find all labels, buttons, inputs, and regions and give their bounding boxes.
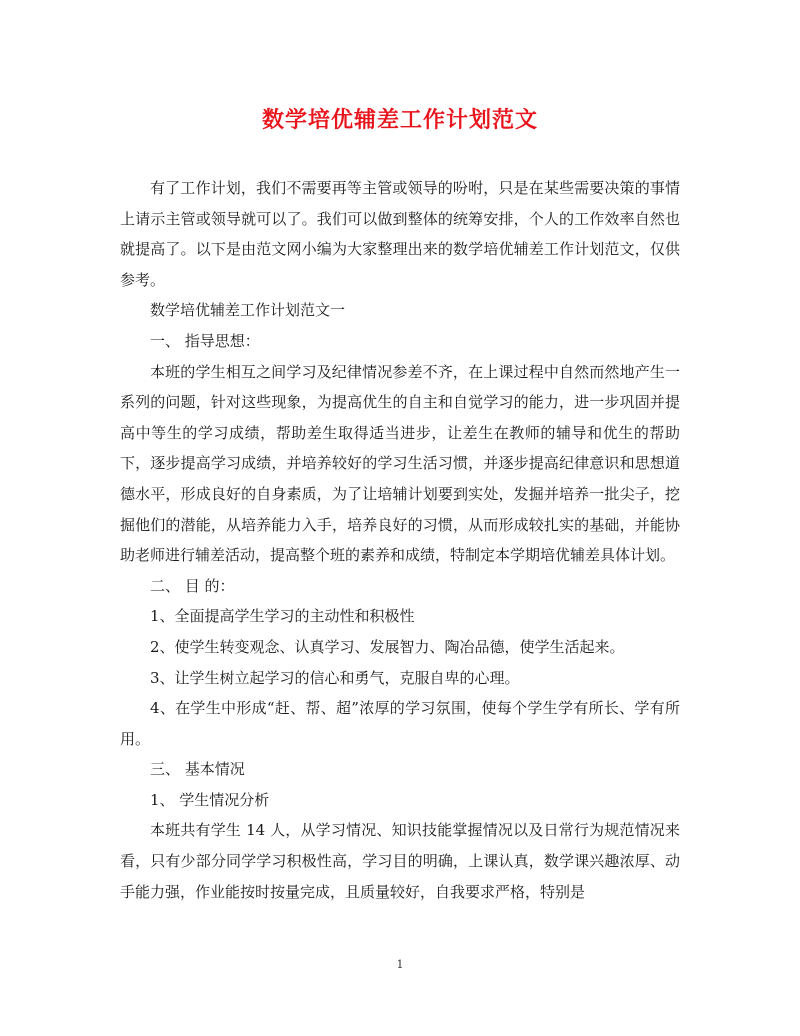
list-item: 2、使学生转变观念、认真学习、发展智力、陶冶品德，使学生活起来。 bbox=[150, 637, 625, 656]
list-item: 1、全面提高学生学习的主动性和积极性 bbox=[150, 607, 415, 626]
subheading-student-analysis: 1、 学生情况分析 bbox=[150, 790, 270, 809]
subheading-guiding-thought: 一、 指导思想： bbox=[150, 331, 260, 350]
intro-paragraph: 有了工作计划，我们不需要再等主管或领导的吩咐，只是在某些需要决策的事情上请示主管或领导就可以了。我们可以做到整体的统筹安排，个人的工作效率自然也就提高了。以下是由范文网小编为大家整理出来的数学培优辅差工作计划范文，仅供参考。 bbox=[120, 179, 680, 289]
section-heading: 数学培优辅差工作计划范文一 bbox=[150, 301, 346, 320]
body-paragraph: 本班的学生相互之间学习及纪律情况参差不齐，在上课过程中自然而然地产生一系列的问题，针对这些现象，为提高优生的自主和自觉学习的能力，进一步巩固并提高中等生的学习成绩，帮助差生取得适当进步，让差生在教师的辅导和优生的帮助下，逐步提高学习成绩，并培养较好的学习生活习惯，并逐步提高纪律意识和思想道德水平，形成良好的自身素质，为了让培辅计划要到实处，发掘并培养一批尖子，挖掘他们的潜能，从培养能力入手，培养良好的习惯，从而形成较扎实的基础，并能协助老师进行辅差活动，提高整个班的素养和成绩，特制定本学期培优辅差具体计划。 bbox=[120, 362, 680, 565]
list-item: 4、在学生中形成“赶、帮、超”浓厚的学习氛围，使每个学生学有所长、学有所用。 bbox=[120, 699, 680, 748]
list-item: 3、让学生树立起学习的信心和勇气，克服自卑的心理。 bbox=[150, 668, 520, 687]
subheading-purpose: 二、 目 的： bbox=[150, 576, 235, 595]
page-number: 1 bbox=[396, 958, 404, 971]
subheading-basic-situation: 三、 基本情况 bbox=[150, 760, 245, 779]
document-body bbox=[120, 173, 680, 907]
body-paragraph: 本班共有学生 14 人，从学习情况、知识技能掌握情况以及日常行为规范情况来看，只有少部分同学学习积极性高，学习目的明确，上课认真，数学课兴趣浓厚、动手能力强，作业能按时按量完成，且质量较好，自我要求严格，特别是 bbox=[120, 821, 680, 901]
document-title: 数学培优辅差工作计划范文 bbox=[261, 107, 538, 133]
